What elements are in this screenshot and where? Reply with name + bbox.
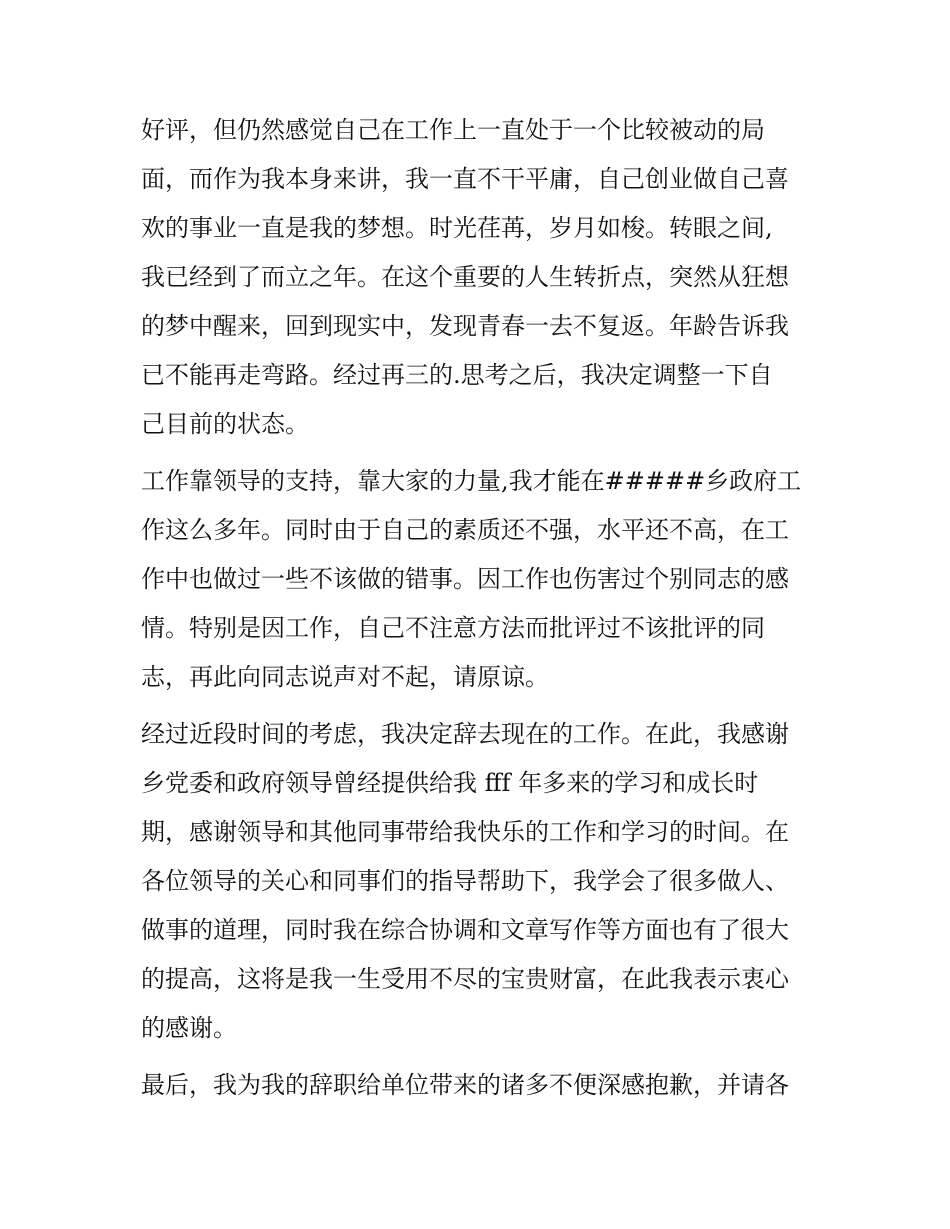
text-line: 作这么多年。同时由于自己的素质还不强，水平还不高，在工 bbox=[141, 516, 789, 544]
text-line: 做事的道理，同时我在综合协调和文章写作等方面也有了很大 bbox=[141, 916, 789, 944]
text-line: 欢的事业一直是我的梦想。时光荏苒，岁月如梭。转眼之间, bbox=[141, 214, 773, 242]
text-line: 各位领导的关心和同事们的指导帮助下，我学会了很多做人、 bbox=[141, 867, 789, 895]
text-line: 情。特别是因工作，自己不注意方法而批评过不该批评的同 bbox=[141, 614, 765, 642]
text-line: 的梦中醒来，回到现实中，发现青春一去不复返。年龄告诉我 bbox=[141, 312, 789, 340]
text-line: 面，而作为我本身来讲，我一直不干平庸，自己创业做自己喜 bbox=[141, 165, 789, 193]
text-line: 期，感谢领导和其他同事带给我快乐的工作和学习的时间。在 bbox=[141, 818, 789, 846]
text-line: 作中也做过一些不该做的错事。因工作也伤害过个别同志的感 bbox=[141, 565, 789, 593]
text-line: 已不能再走弯路。经过再三的.思考之后，我决定调整一下自 bbox=[141, 361, 773, 389]
text-line: 经过近段时间的考虑，我决定辞去现在的工作。在此，我感谢 bbox=[141, 720, 789, 748]
text-line: 我已经到了而立之年。在这个重要的人生转折点，突然从狂想 bbox=[141, 263, 789, 291]
text-line: 好评，但仍然感觉自己在工作上一直处于一个比较被动的局 bbox=[141, 116, 765, 144]
text-line: 的感谢。 bbox=[141, 1014, 237, 1042]
text-line: 乡党委和政府领导曾经提供给我 fff 年多来的学习和成长时 bbox=[141, 769, 759, 797]
text-line: 的提高，这将是我一生受用不尽的宝贵财富，在此我表示衷心 bbox=[141, 965, 789, 993]
text-line: 最后，我为我的辞职给单位带来的诸多不便深感抱歉，并请各 bbox=[141, 1071, 789, 1099]
text-line: 己目前的状态。 bbox=[141, 410, 309, 438]
text-line: 志，再此向同志说声对不起，请原谅。 bbox=[141, 663, 549, 691]
text-line: 工作靠领导的支持，靠大家的力量,我才能在#####乡政府工 bbox=[141, 467, 802, 495]
